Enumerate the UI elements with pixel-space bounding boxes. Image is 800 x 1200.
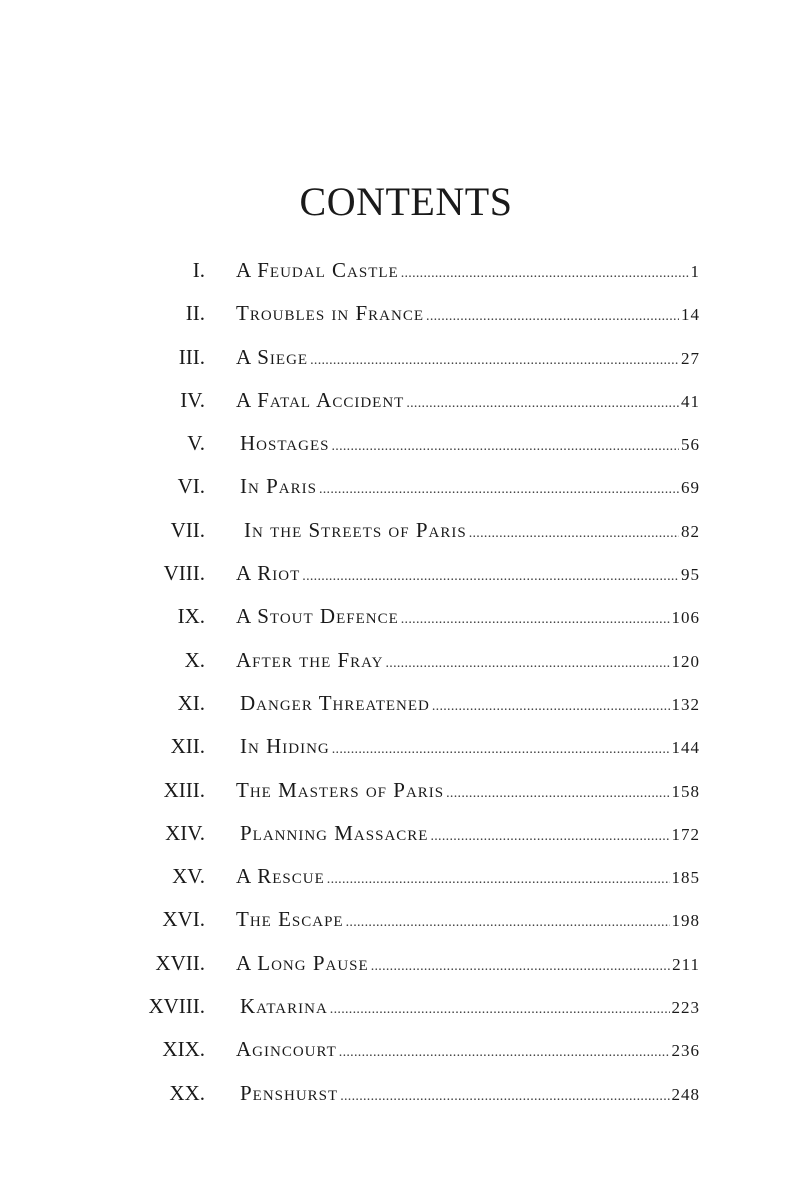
page-number: 198 bbox=[671, 911, 700, 931]
page-number: 185 bbox=[671, 868, 700, 888]
toc-entry-4[interactable] bbox=[0, 382, 800, 425]
toc-entry-13[interactable] bbox=[0, 772, 800, 815]
toc-entry-3[interactable] bbox=[0, 339, 800, 382]
table-of-contents bbox=[0, 252, 800, 1118]
chapter-numeral: XIII. bbox=[163, 777, 205, 802]
dot-leader bbox=[401, 608, 670, 632]
page-number: 144 bbox=[671, 738, 700, 758]
page-number: 41 bbox=[681, 391, 700, 411]
chapter-numeral: VIII. bbox=[163, 561, 205, 586]
chapter-title: Agincourt bbox=[236, 1037, 337, 1062]
dot-leader bbox=[385, 652, 669, 676]
toc-entry-1[interactable] bbox=[0, 252, 800, 295]
chapter-title: A Rescue bbox=[236, 864, 325, 889]
chapter-numeral: III. bbox=[178, 344, 205, 369]
chapter-numeral: XVII. bbox=[155, 950, 205, 975]
chapter-numeral: XVIII. bbox=[148, 994, 205, 1019]
chapter-title: In the Streets of Paris bbox=[244, 517, 467, 542]
toc-entry-14[interactable] bbox=[0, 815, 800, 858]
page-number: 69 bbox=[681, 478, 700, 498]
chapter-numeral: XI. bbox=[177, 690, 205, 715]
chapter-title: Planning Massacre bbox=[240, 820, 429, 845]
chapter-numeral: VII. bbox=[170, 517, 205, 542]
dot-leader bbox=[432, 695, 670, 719]
dot-leader bbox=[302, 565, 679, 589]
page-number: 56 bbox=[681, 435, 700, 455]
chapter-title: The Escape bbox=[236, 907, 344, 932]
dot-leader bbox=[406, 392, 679, 416]
dot-leader bbox=[339, 1041, 670, 1065]
chapter-title: In Hiding bbox=[240, 734, 330, 759]
page-number: 236 bbox=[671, 1041, 700, 1061]
toc-entry-12[interactable] bbox=[0, 728, 800, 771]
dot-leader bbox=[340, 1085, 669, 1109]
dot-leader bbox=[331, 435, 679, 459]
dot-leader bbox=[401, 262, 689, 286]
toc-entry-16[interactable] bbox=[0, 901, 800, 944]
chapter-numeral: XII. bbox=[170, 734, 205, 759]
dot-leader bbox=[332, 738, 670, 762]
chapter-numeral: XIX. bbox=[162, 1037, 205, 1062]
toc-entry-6[interactable] bbox=[0, 468, 800, 511]
page-number: 95 bbox=[681, 565, 700, 585]
chapter-numeral: IX. bbox=[177, 604, 205, 629]
dot-leader bbox=[330, 998, 670, 1022]
dot-leader bbox=[430, 825, 669, 849]
chapter-title: A Long Pause bbox=[236, 950, 369, 975]
dot-leader bbox=[469, 522, 679, 546]
chapter-numeral: I. bbox=[192, 258, 205, 282]
dot-leader bbox=[426, 305, 679, 329]
dot-leader bbox=[327, 868, 670, 892]
chapter-title: A Stout Defence bbox=[236, 604, 399, 629]
chapter-numeral: XVI. bbox=[162, 907, 205, 932]
dot-leader bbox=[310, 349, 679, 373]
toc-entry-7[interactable] bbox=[0, 512, 800, 555]
chapter-numeral: IV. bbox=[180, 387, 205, 412]
toc-entry-11[interactable] bbox=[0, 685, 800, 728]
chapter-title: Penshurst bbox=[240, 1080, 339, 1105]
dot-leader bbox=[346, 911, 670, 935]
chapter-title: A Siege bbox=[236, 344, 309, 369]
chapter-title: Danger Threatened bbox=[240, 690, 430, 715]
page-number: 248 bbox=[671, 1084, 700, 1104]
page-number: 172 bbox=[671, 824, 700, 844]
chapter-title: In Paris bbox=[240, 474, 317, 499]
chapter-title: Katarina bbox=[240, 994, 328, 1019]
page-number: 106 bbox=[671, 608, 700, 628]
toc-entry-8[interactable] bbox=[0, 555, 800, 598]
dot-leader bbox=[319, 478, 679, 502]
chapter-title: The Masters of Paris bbox=[236, 777, 445, 802]
chapter-title: Hostages bbox=[240, 431, 330, 456]
chapter-title: A Riot bbox=[236, 561, 301, 586]
page-number: 120 bbox=[671, 651, 700, 671]
toc-entry-20[interactable] bbox=[0, 1075, 800, 1118]
toc-entry-10[interactable] bbox=[0, 642, 800, 685]
page-number: 132 bbox=[671, 694, 700, 714]
toc-entry-5[interactable] bbox=[0, 425, 800, 468]
chapter-title: A Feudal Castle bbox=[236, 258, 399, 282]
toc-entry-9[interactable] bbox=[0, 598, 800, 641]
chapter-numeral: VI. bbox=[177, 474, 205, 499]
toc-entry-18[interactable] bbox=[0, 988, 800, 1031]
page-title: CONTENTS bbox=[299, 179, 513, 224]
chapter-numeral: X. bbox=[184, 647, 205, 672]
dot-leader bbox=[446, 782, 669, 806]
chapter-title: A Fatal Accident bbox=[236, 387, 405, 412]
toc-entry-17[interactable] bbox=[0, 945, 800, 988]
chapter-numeral: XV. bbox=[172, 864, 205, 889]
dot-leader bbox=[371, 955, 670, 979]
toc-entry-2[interactable] bbox=[0, 295, 800, 338]
page-number: 211 bbox=[672, 954, 700, 974]
chapter-numeral: II. bbox=[185, 301, 205, 326]
page-number: 27 bbox=[681, 348, 700, 368]
page-number: 1 bbox=[690, 262, 700, 281]
chapter-numeral: XX. bbox=[169, 1080, 205, 1105]
toc-entry-19[interactable] bbox=[0, 1031, 800, 1074]
page-number: 82 bbox=[681, 521, 700, 541]
page-number: 14 bbox=[681, 305, 700, 325]
chapter-title: Troubles in France bbox=[236, 301, 425, 326]
chapter-numeral: XIV. bbox=[165, 820, 205, 845]
chapter-title: After the Fray bbox=[236, 647, 384, 672]
page-number: 158 bbox=[671, 781, 700, 801]
chapter-numeral: V. bbox=[187, 431, 205, 456]
page-number: 223 bbox=[671, 998, 700, 1018]
toc-entry-15[interactable] bbox=[0, 858, 800, 901]
